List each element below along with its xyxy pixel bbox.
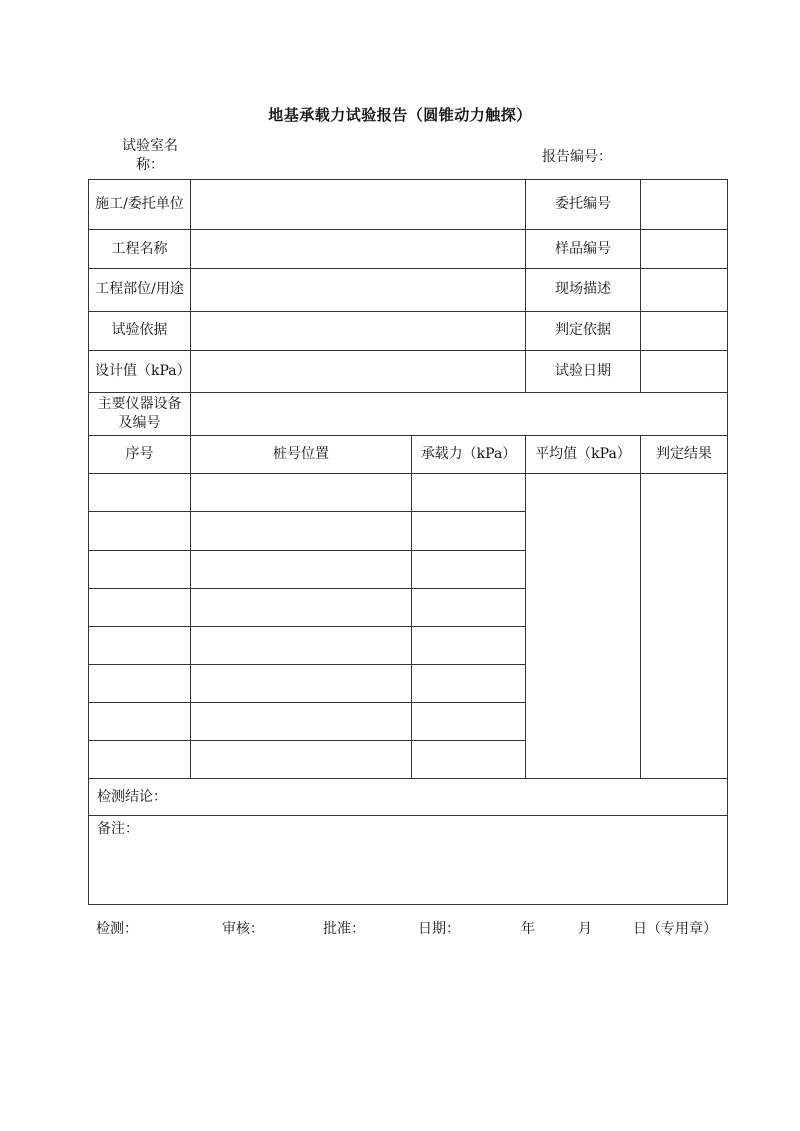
footer-month-label: 月 bbox=[578, 921, 592, 937]
seq-cell[interactable] bbox=[89, 512, 191, 550]
project-name-label: 工程名称 bbox=[89, 230, 191, 269]
bearing-capacity-cell[interactable] bbox=[412, 741, 526, 779]
sample-no-value[interactable] bbox=[641, 230, 728, 269]
conclusion-label: 检测结论： bbox=[97, 788, 167, 805]
pile-position-cell[interactable] bbox=[191, 664, 412, 702]
test-basis-label: 试验依据 bbox=[89, 311, 191, 350]
instruments-value[interactable] bbox=[191, 392, 728, 435]
average-cell[interactable] bbox=[526, 474, 641, 779]
pile-position-cell[interactable] bbox=[191, 474, 412, 512]
bearing-capacity-cell[interactable] bbox=[412, 626, 526, 664]
seq-cell[interactable] bbox=[89, 664, 191, 702]
conclusion-cell[interactable] bbox=[89, 779, 728, 815]
sample-no-label: 样品编号 bbox=[526, 230, 641, 269]
page-title: 地基承载力试验报告（圆锥动力触探） bbox=[268, 106, 532, 124]
pile-position-cell[interactable] bbox=[191, 512, 412, 550]
pile-position-cell[interactable] bbox=[191, 588, 412, 626]
site-desc-label: 现场描述 bbox=[526, 269, 641, 311]
col-pile-position-header: 桩号位置 bbox=[191, 436, 412, 474]
test-date-label: 试验日期 bbox=[526, 350, 641, 392]
design-value-value[interactable] bbox=[191, 350, 526, 392]
project-name-value[interactable] bbox=[191, 230, 526, 269]
seq-cell[interactable] bbox=[89, 550, 191, 588]
client-label: 施工/委托单位 bbox=[89, 180, 191, 230]
project-part-value[interactable] bbox=[191, 269, 526, 311]
project-part-label: 工程部位/用途 bbox=[89, 269, 191, 311]
col-average-header: 平均值（kPa） bbox=[526, 436, 641, 474]
footer-year-label: 年 bbox=[521, 921, 535, 937]
lab-name-label: 试验室名称： bbox=[122, 138, 178, 173]
bearing-capacity-cell[interactable] bbox=[412, 550, 526, 588]
remarks-cell[interactable] bbox=[89, 815, 728, 904]
seq-cell[interactable] bbox=[89, 741, 191, 779]
seq-cell[interactable] bbox=[89, 626, 191, 664]
bearing-capacity-cell[interactable] bbox=[412, 474, 526, 512]
footer-reviewer-label: 审核： bbox=[222, 921, 264, 937]
test-date-value[interactable] bbox=[641, 350, 728, 392]
footer-day-seal-label: 日（专用章） bbox=[633, 921, 717, 937]
bearing-capacity-cell[interactable] bbox=[412, 588, 526, 626]
site-desc-value[interactable] bbox=[641, 269, 728, 311]
col-seq-header: 序号 bbox=[89, 436, 191, 474]
bearing-capacity-cell[interactable] bbox=[412, 512, 526, 550]
col-judgment-header: 判定结果 bbox=[641, 436, 728, 474]
pile-position-cell[interactable] bbox=[191, 741, 412, 779]
seq-cell[interactable] bbox=[89, 703, 191, 741]
test-basis-value[interactable] bbox=[191, 311, 526, 350]
seq-cell[interactable] bbox=[89, 588, 191, 626]
client-no-value[interactable] bbox=[641, 180, 728, 230]
footer-tester-label: 检测： bbox=[96, 921, 138, 937]
seq-cell[interactable] bbox=[89, 474, 191, 512]
judge-basis-value[interactable] bbox=[641, 311, 728, 350]
bearing-capacity-cell[interactable] bbox=[412, 664, 526, 702]
col-bearing-capacity-header: 承载力（kPa） bbox=[412, 436, 526, 474]
judgment-cell[interactable] bbox=[641, 474, 728, 779]
footer-date-label: 日期： bbox=[418, 921, 460, 937]
design-value-label: 设计值（kPa） bbox=[89, 350, 191, 392]
judge-basis-label: 判定依据 bbox=[526, 311, 641, 350]
footer-approver-label: 批准： bbox=[323, 921, 365, 937]
instruments-label: 主要仪器设备及编号 bbox=[89, 392, 191, 435]
pile-position-cell[interactable] bbox=[191, 703, 412, 741]
pile-position-cell[interactable] bbox=[191, 626, 412, 664]
client-value[interactable] bbox=[191, 180, 526, 230]
report-table bbox=[88, 179, 728, 905]
bearing-capacity-cell[interactable] bbox=[412, 703, 526, 741]
report-no-label: 报告编号： bbox=[542, 149, 612, 165]
pile-position-cell[interactable] bbox=[191, 550, 412, 588]
remarks-label: 备注： bbox=[97, 820, 139, 837]
client-no-label: 委托编号 bbox=[526, 180, 641, 230]
